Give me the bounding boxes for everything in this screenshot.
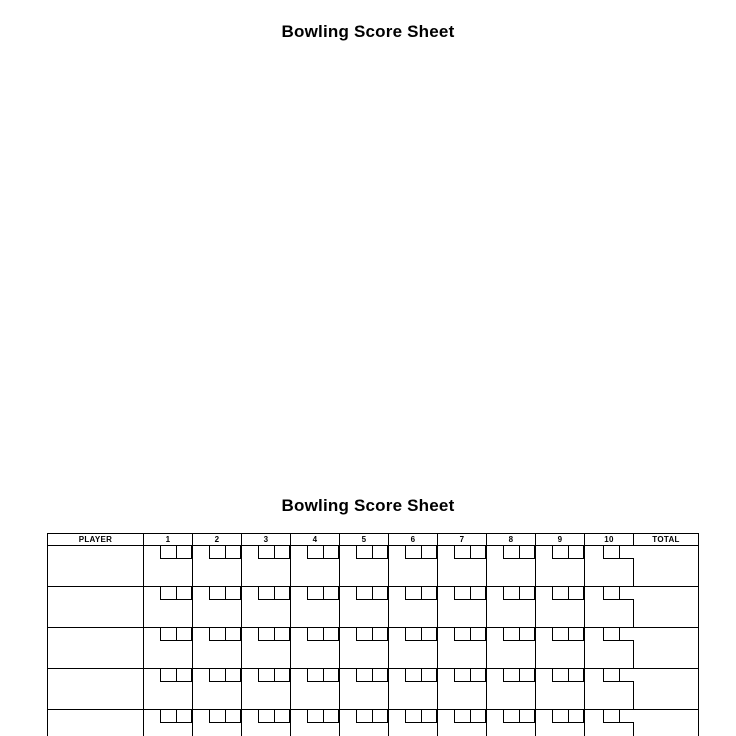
ball-boxes <box>160 587 192 600</box>
ball-box-1[interactable] <box>454 546 470 559</box>
ball-box-2[interactable] <box>470 669 486 682</box>
frame-cell-4[interactable] <box>291 628 340 669</box>
ball-box-1[interactable] <box>258 546 274 559</box>
frame-cell-10[interactable] <box>585 628 634 669</box>
ball-box-2[interactable] <box>421 546 437 559</box>
ball-box-2[interactable] <box>225 710 241 723</box>
ball-box-1[interactable] <box>209 628 225 641</box>
frame-cell-4[interactable] <box>291 546 340 587</box>
ball-box-2[interactable] <box>568 628 584 641</box>
total-score-cell[interactable] <box>634 546 699 587</box>
ball-boxes <box>307 669 339 682</box>
ball-box-1[interactable] <box>503 587 519 600</box>
frame-cell-6[interactable] <box>389 710 438 736</box>
frame-cell-2[interactable] <box>193 710 242 736</box>
ball-box-1[interactable] <box>307 587 323 600</box>
ball-boxes <box>552 587 584 600</box>
player-name-cell[interactable] <box>48 710 144 736</box>
frame-cell-7[interactable] <box>438 546 487 587</box>
ball-box-1[interactable] <box>454 669 470 682</box>
ball-boxes <box>160 710 192 723</box>
frame-cell-4[interactable] <box>291 669 340 710</box>
player-name-cell[interactable] <box>48 587 144 628</box>
ball-boxes <box>209 710 241 723</box>
ball-boxes <box>307 628 339 641</box>
column-header-frame-9: 9 <box>536 534 585 546</box>
ball-box-2[interactable] <box>372 669 388 682</box>
ball-box-2[interactable] <box>225 669 241 682</box>
column-header-frame-8: 8 <box>487 534 536 546</box>
ball-box-1[interactable] <box>552 669 568 682</box>
ball-box-1[interactable] <box>160 628 176 641</box>
ball-box-1[interactable] <box>552 628 568 641</box>
score-sheet-2 <box>0 496 736 516</box>
column-header-frame-10: 10 <box>585 534 634 546</box>
frame-cell-6[interactable] <box>389 546 438 587</box>
ball-box-1[interactable] <box>258 669 274 682</box>
bowling-score-table <box>47 533 699 736</box>
total-score-cell[interactable] <box>634 669 699 710</box>
ball-box-2[interactable] <box>519 546 535 559</box>
ball-boxes <box>258 669 290 682</box>
total-score-cell[interactable] <box>634 587 699 628</box>
ball-box-2[interactable] <box>323 628 339 641</box>
ball-box-2[interactable] <box>470 628 486 641</box>
ball-box-2[interactable] <box>470 710 486 723</box>
ball-boxes <box>160 669 192 682</box>
ball-box-1[interactable] <box>160 587 176 600</box>
ball-boxes <box>454 710 486 723</box>
ball-box-2[interactable] <box>372 587 388 600</box>
table-row <box>48 546 699 587</box>
table-header-row <box>48 534 699 546</box>
frame-cell-9[interactable] <box>536 587 585 628</box>
ball-boxes <box>503 546 535 559</box>
ball-boxes <box>405 669 437 682</box>
frame-cell-3[interactable] <box>242 669 291 710</box>
frame-cell-9[interactable] <box>536 669 585 710</box>
ball-box-1[interactable] <box>603 546 619 559</box>
ball-box-2[interactable] <box>323 710 339 723</box>
ball-boxes <box>503 628 535 641</box>
ball-boxes <box>160 628 192 641</box>
ball-boxes <box>454 669 486 682</box>
total-score-cell[interactable] <box>634 628 699 669</box>
frame-cell-4[interactable] <box>291 587 340 628</box>
ball-box-1[interactable] <box>356 546 372 559</box>
score-sheet-1 <box>0 22 736 42</box>
frame-cell-1[interactable] <box>144 628 193 669</box>
ball-box-1[interactable] <box>209 710 225 723</box>
ball-boxes <box>405 628 437 641</box>
page-title-2: Bowling Score Sheet <box>281 496 455 515</box>
column-header-frame-4: 4 <box>291 534 340 546</box>
ball-box-1[interactable] <box>356 669 372 682</box>
frame-cell-6[interactable] <box>389 628 438 669</box>
ball-box-1[interactable] <box>209 546 225 559</box>
ball-box-1[interactable] <box>209 669 225 682</box>
ball-box-2[interactable] <box>519 710 535 723</box>
table-row <box>48 710 699 736</box>
table-row <box>48 628 699 669</box>
ball-boxes <box>209 669 241 682</box>
ball-boxes <box>454 587 486 600</box>
ball-boxes <box>454 628 486 641</box>
frame-cell-2[interactable] <box>193 628 242 669</box>
frame-cell-6[interactable] <box>389 669 438 710</box>
ball-boxes <box>209 628 241 641</box>
ball-box-2[interactable] <box>225 546 241 559</box>
ball-box-1[interactable] <box>454 587 470 600</box>
ball-box-1[interactable] <box>405 710 421 723</box>
ball-boxes <box>356 587 388 600</box>
ball-box-1[interactable] <box>160 710 176 723</box>
ball-boxes <box>356 546 388 559</box>
frame-cell-3[interactable] <box>242 710 291 736</box>
ball-boxes <box>307 710 339 723</box>
frame-cell-5[interactable] <box>340 669 389 710</box>
frame-cell-2[interactable] <box>193 546 242 587</box>
total-score-cell[interactable] <box>634 710 699 736</box>
ball-box-1[interactable] <box>258 710 274 723</box>
frame-cell-8[interactable] <box>487 710 536 736</box>
ball-box-2[interactable] <box>225 628 241 641</box>
frame-cell-9[interactable] <box>536 546 585 587</box>
ball-boxes <box>503 669 535 682</box>
ball-box-1[interactable] <box>454 628 470 641</box>
ball-box-1[interactable] <box>307 628 323 641</box>
ball-box-1[interactable] <box>307 669 323 682</box>
ball-boxes <box>160 546 192 559</box>
frame-cell-8[interactable] <box>487 628 536 669</box>
frame-cell-1[interactable] <box>144 546 193 587</box>
ball-boxes <box>552 669 584 682</box>
frame-cell-1[interactable] <box>144 669 193 710</box>
player-name-cell[interactable] <box>48 628 144 669</box>
frame-cell-1[interactable] <box>144 587 193 628</box>
ball-boxes <box>258 587 290 600</box>
ball-boxes <box>356 669 388 682</box>
column-header-total: TOTAL <box>634 534 699 546</box>
ball-box-1[interactable] <box>603 587 619 600</box>
ball-box-1[interactable] <box>356 628 372 641</box>
frame-cell-3[interactable] <box>242 628 291 669</box>
ball-box-2[interactable] <box>421 669 437 682</box>
page-title: Bowling Score Sheet <box>281 22 455 41</box>
ball-boxes <box>258 628 290 641</box>
column-header-frame-5: 5 <box>340 534 389 546</box>
ball-boxes <box>552 628 584 641</box>
ball-box-2[interactable] <box>421 587 437 600</box>
frame-cell-5[interactable] <box>340 546 389 587</box>
ball-box-1[interactable] <box>258 587 274 600</box>
frame-cell-9[interactable] <box>536 628 585 669</box>
ball-box-1[interactable] <box>552 587 568 600</box>
player-name-cell[interactable] <box>48 669 144 710</box>
frame-cell-3[interactable] <box>242 587 291 628</box>
ball-box-1[interactable] <box>356 587 372 600</box>
column-header-frame-1: 1 <box>144 534 193 546</box>
ball-boxes <box>209 587 241 600</box>
frame-cell-5[interactable] <box>340 710 389 736</box>
ball-box-2[interactable] <box>323 669 339 682</box>
column-header-frame-7: 7 <box>438 534 487 546</box>
ball-boxes <box>405 710 437 723</box>
frame-cell-5[interactable] <box>340 587 389 628</box>
ball-box-2[interactable] <box>421 628 437 641</box>
column-header-frame-2: 2 <box>193 534 242 546</box>
ball-box-2[interactable] <box>176 710 192 723</box>
ball-box-1[interactable] <box>503 710 519 723</box>
ball-box-1[interactable] <box>503 628 519 641</box>
ball-box-2[interactable] <box>372 628 388 641</box>
ball-box-1[interactable] <box>356 710 372 723</box>
ball-box-2[interactable] <box>274 710 290 723</box>
frame-cell-7[interactable] <box>438 628 487 669</box>
ball-boxes <box>405 587 437 600</box>
ball-box-2[interactable] <box>176 628 192 641</box>
ball-box-2[interactable] <box>372 710 388 723</box>
ball-box-1[interactable] <box>405 628 421 641</box>
ball-box-2[interactable] <box>274 587 290 600</box>
ball-box-1[interactable] <box>405 669 421 682</box>
frame-cell-2[interactable] <box>193 587 242 628</box>
frame-cell-8[interactable] <box>487 669 536 710</box>
frame-cell-5[interactable] <box>340 628 389 669</box>
ball-box-2[interactable] <box>323 546 339 559</box>
ball-boxes <box>258 546 290 559</box>
ball-boxes <box>356 710 388 723</box>
ball-box-1[interactable] <box>307 546 323 559</box>
ball-box-2[interactable] <box>225 587 241 600</box>
ball-box-2[interactable] <box>470 587 486 600</box>
ball-box-2[interactable] <box>519 587 535 600</box>
frame-cell-3[interactable] <box>242 546 291 587</box>
ball-box-2[interactable] <box>519 628 535 641</box>
frame-cell-9[interactable] <box>536 710 585 736</box>
frame-cell-7[interactable] <box>438 587 487 628</box>
ball-box-2[interactable] <box>274 669 290 682</box>
frame-cell-10[interactable] <box>585 669 634 710</box>
column-header-player: PLAYER <box>48 534 144 546</box>
ball-box-1[interactable] <box>160 546 176 559</box>
ball-box-2[interactable] <box>176 546 192 559</box>
ball-box-2[interactable] <box>568 546 584 559</box>
ball-box-1[interactable] <box>552 546 568 559</box>
ball-box-1[interactable] <box>209 587 225 600</box>
table-row <box>48 587 699 628</box>
ball-box-1[interactable] <box>503 546 519 559</box>
table-row <box>48 669 699 710</box>
column-header-frame-6: 6 <box>389 534 438 546</box>
ball-boxes <box>405 546 437 559</box>
frame-cell-2[interactable] <box>193 669 242 710</box>
ball-boxes <box>454 546 486 559</box>
frame-cell-6[interactable] <box>389 587 438 628</box>
ball-box-1[interactable] <box>258 628 274 641</box>
frame-cell-1[interactable] <box>144 710 193 736</box>
ball-box-1[interactable] <box>405 546 421 559</box>
frame-cell-10[interactable] <box>585 546 634 587</box>
ball-box-2[interactable] <box>176 669 192 682</box>
ball-boxes <box>307 546 339 559</box>
ball-box-2[interactable] <box>274 628 290 641</box>
frame-cell-8[interactable] <box>487 546 536 587</box>
ball-box-2[interactable] <box>568 587 584 600</box>
frame-cell-4[interactable] <box>291 710 340 736</box>
ball-boxes <box>356 628 388 641</box>
ball-boxes <box>503 587 535 600</box>
ball-boxes <box>552 546 584 559</box>
ball-box-2[interactable] <box>568 710 584 723</box>
score-table-wrapper <box>0 533 736 736</box>
ball-box-1[interactable] <box>405 587 421 600</box>
ball-boxes <box>307 587 339 600</box>
frame-cell-7[interactable] <box>438 669 487 710</box>
player-name-cell[interactable] <box>48 546 144 587</box>
ball-box-1[interactable] <box>160 669 176 682</box>
ball-box-2[interactable] <box>519 669 535 682</box>
ball-box-1[interactable] <box>603 628 619 641</box>
ball-box-1[interactable] <box>454 710 470 723</box>
frame-cell-10[interactable] <box>585 587 634 628</box>
ball-boxes <box>503 710 535 723</box>
ball-boxes <box>258 710 290 723</box>
ball-boxes <box>209 546 241 559</box>
frame-cell-10[interactable] <box>585 710 634 736</box>
ball-box-1[interactable] <box>307 710 323 723</box>
frame-cell-7[interactable] <box>438 710 487 736</box>
ball-box-2[interactable] <box>176 587 192 600</box>
ball-box-2[interactable] <box>470 546 486 559</box>
ball-box-2[interactable] <box>568 669 584 682</box>
ball-boxes <box>552 710 584 723</box>
ball-box-1[interactable] <box>603 710 619 723</box>
ball-box-2[interactable] <box>372 546 388 559</box>
ball-box-2[interactable] <box>274 546 290 559</box>
ball-box-2[interactable] <box>323 587 339 600</box>
column-header-frame-3: 3 <box>242 534 291 546</box>
ball-box-1[interactable] <box>503 669 519 682</box>
ball-box-1[interactable] <box>603 669 619 682</box>
frame-cell-8[interactable] <box>487 587 536 628</box>
ball-box-1[interactable] <box>552 710 568 723</box>
ball-box-2[interactable] <box>421 710 437 723</box>
